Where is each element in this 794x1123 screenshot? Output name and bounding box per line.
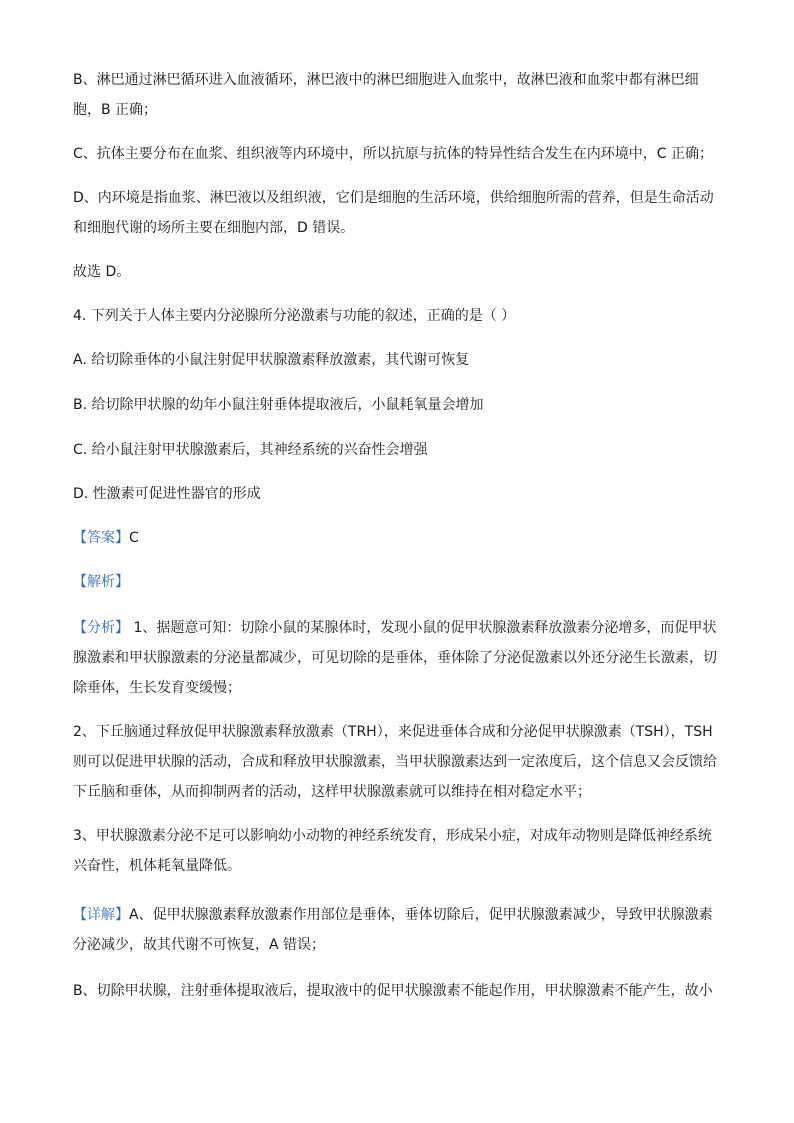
- text-line: 和细胞代谢的场所主要在细胞内部，D 错误。: [73, 220, 355, 236]
- text-line: 下丘脑和垂体，从而抑制两者的活动，这样甲状腺激素就可以维持在相对稳定水平；: [73, 784, 591, 800]
- option-a: A. 给切除垂体的小鼠注射促甲状腺激素释放激素，其代谢可恢复: [73, 352, 470, 368]
- text-line: B、切除甲状腺，注射垂体提取液后，提取液中的促甲状腺激素不能起作用，甲状腺激素不能产生，故小: [73, 983, 713, 999]
- text-line: D、内环境是指血浆、淋巴液以及组织液，它们是细胞的生活环境，供给细胞所需的营养，但是生命活动: [73, 190, 714, 206]
- text-line: B、淋巴通过淋巴循环进入血液循环，淋巴液中的淋巴细胞进入血浆中，故淋巴液和血浆中都有淋巴细: [73, 72, 699, 88]
- text-line: 分泌减少，故其代谢不可恢复，A 错误；: [73, 937, 326, 953]
- xiangjie-tag: 【详解】: [73, 907, 129, 923]
- fenxi-line-1: [73, 618, 716, 638]
- fenxi-tag: 【分析】: [73, 620, 129, 636]
- question-stem: 4. 下列关于人体主要内分泌腺所分泌激素与功能的叙述，正确的是（ ）: [73, 308, 516, 324]
- fenxi-line-2: 腺激素和甲状腺激素的分泌量都减少，可见切除的是垂体，垂体除了分泌促激素以外还分泌生长激素，切: [73, 650, 717, 666]
- xiangjie-text: A、促甲状腺激素释放激素作用部位是垂体，垂体切除后，促甲状腺激素减少，导致甲状腺激素: [129, 907, 713, 923]
- option-c: C. 给小鼠注射甲状腺激素后，其神经系统的兴奋性会增强: [73, 442, 428, 458]
- text-line: 兴奋性，机体耗氧量降低。: [73, 858, 241, 874]
- answer-text: C: [129, 530, 139, 546]
- option-d: D. 性激素可促进性器官的形成: [73, 486, 261, 502]
- option-b: B. 给切除甲状腺的幼年小鼠注射垂体提取液后，小鼠耗氧量会增加: [73, 397, 484, 413]
- answer-line: [73, 528, 139, 548]
- xiangjie-line-1: [73, 905, 713, 925]
- fenxi-line-3: 除垂体，生长发育变缓慢；: [73, 680, 241, 696]
- text-line: C、抗体主要分布在血浆、组织液等内环境中，所以抗原与抗体的特异性结合发生在内环境中，C 正确；: [73, 146, 713, 162]
- text-line: 则可以促进甲状腺的活动，合成和释放甲状腺激素，当甲状腺激素达到一定浓度后，这个信息又会反馈给: [73, 754, 717, 770]
- text-line: 胞，B 正确；: [73, 102, 158, 118]
- analysis-tag: 【解析】: [73, 574, 129, 590]
- text-line: 3、甲状腺激素分泌不足可以影响幼小动物的神经系统发育，形成呆小症，对成年动物则是降低神经系统: [73, 828, 712, 844]
- analysis-heading: [73, 572, 129, 592]
- text-line: 故选 D。: [73, 264, 131, 280]
- answer-tag: 【答案】: [73, 530, 129, 546]
- fenxi-text: 1、据题意可知：切除小鼠的某腺体时，发现小鼠的促甲状腺激素释放激素分泌增多，而促甲状: [133, 620, 717, 636]
- text-line: 2、下丘脑通过释放促甲状腺激素释放激素（TRH），来促进垂体合成和分泌促甲状腺激素（TSH），TSH: [73, 724, 713, 740]
